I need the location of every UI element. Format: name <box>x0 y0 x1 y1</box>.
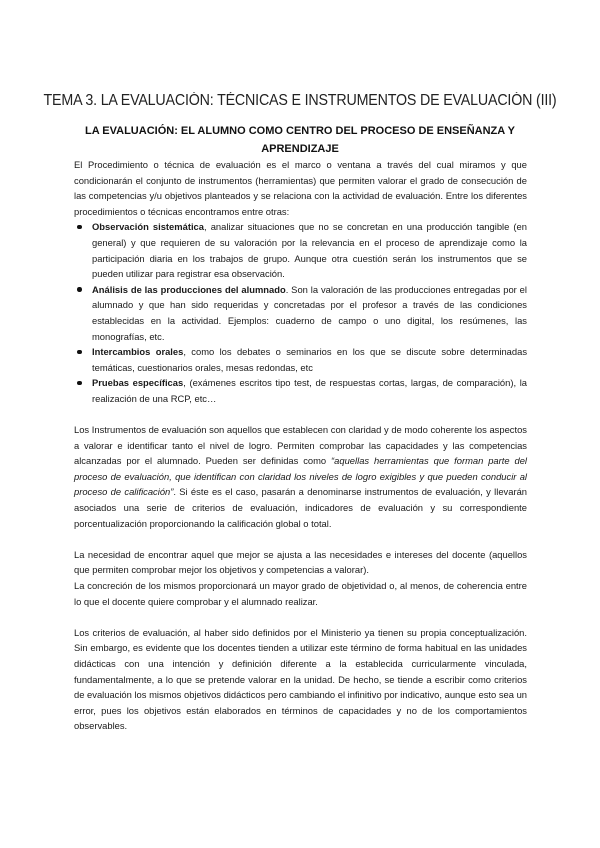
list-item-term: Análisis de las producciones del alumnado <box>92 283 286 295</box>
bullet-icon <box>77 225 82 230</box>
page-title: TEMA 3. LA EVALUACIÓN: TÉCNICAS E INSTRUMENTOS DE EVALUACIÓN (III) <box>43 92 557 109</box>
list-item <box>74 344 527 375</box>
list-item-term: Pruebas específicas <box>92 377 184 389</box>
bullet-icon <box>77 287 82 292</box>
instruments-text-before: Los Instrumentos de evaluación son aquellos que establecen con claridad y de modo coherente los aspectos a valorar e identificar tanto el nivel de logro. Permiten comprobar las capacidades y las competencias alcanzadas por el alumnado. Pueden ser definidas como <box>74 424 527 467</box>
bullet-icon <box>77 350 82 355</box>
instruments-text-after: . Si éste es el caso, pasarán a denominarse instrumentos de evaluación, y llevarán asociados una serie de criterios de evaluación, indicadores de evaluación y su correspondiente porcentualización proporcionando la calificación global o total. <box>74 486 527 529</box>
list-item-text: . Son la valoración de las producciones entregadas por el alumnado y que han sido requeridas y concretadas por el profesor a través de las condiciones establecidas en la actividad. Ejemplos: cuaderno de campo o uno digital, los resúmenes, las monografías, etc. <box>92 283 527 342</box>
bullet-icon <box>77 381 82 386</box>
intro-paragraph: El Procedimiento o técnica de evaluación es el marco o ventana a través del cual miramos y que condicionarán el conjunto de instrumentos (herramientas) que permiten valorar el grado de consecución de las competencias y/u objetivos planteados y se relaciona con la actividad de evaluación. Entre los diferentes procedimientos o técnicas encontramos entre otras: <box>74 159 527 217</box>
concretion-paragraph: La concreción de los mismos proporcionará un mayor grado de objetividad o, al menos, de coherencia entre lo que el docente quiere comprobar y el alumnado realizar. <box>74 580 527 607</box>
list-item <box>74 282 527 344</box>
list-item-term: Intercambios orales <box>92 346 184 358</box>
instruments-quote: “aquellas herramientas que forman parte del proceso de evaluación, que identifican con claridad los niveles de logro exigibles y que pueden conducir al proceso de calificación” <box>74 455 527 498</box>
list-item-text: , (exámenes escritos tipo test, de respuestas cortas, largas, de comparación), la realización de una RCP, etc… <box>92 377 527 404</box>
criteria-paragraph: Los criterios de evaluación, al haber sido definidos por el Ministerio ya tienen su propia conceptualización. Sin embargo, es evidente que los docentes tienden a utilizar este término de forma habitual en las unidades didácticas con una intención y definición diferente a la establecida curricularmente vinculada, fundamentalmente, a lo que se pretende valorar en la unidad. De hecho, se tiende a escribir como criterios de evaluación los mismos objetivos didácticos pero cambiando el infinitivo por indicativo, aunque esto sea un error, pues los objetivos están elaborados en términos de capacidades y no de los comportamientos observables. <box>74 626 527 732</box>
necessity-paragraph: La necesidad de encontrar aquel que mejor se ajusta a las necesidades e intereses del docente (aquellos que permiten comprobar mejor los objetivos y competencias a valorar). <box>74 548 527 576</box>
techniques-list <box>74 219 527 406</box>
list-item <box>74 375 527 406</box>
list-item-term: Observación sistemática <box>92 221 204 233</box>
document-body <box>74 157 527 734</box>
instruments-paragraph <box>74 422 527 531</box>
list-item-text: , como los debates o seminarios en los que se discute sobre determinadas temáticas, cuestionarios orales, mesas redondas, etc <box>92 346 528 373</box>
list-item <box>74 219 527 281</box>
section-heading: LA EVALUACIÓN: EL ALUMNO COMO CENTRO DEL PROCESO DE ENSEÑANZA Y APRENDIZAJE <box>84 125 516 155</box>
list-item-text: , analizar situaciones que no se concretan en una producción tangible (en general) y que requieren de su valoración por la relevancia en el proceso de aprendizaje como la participación diaria en los trabajos de grupo. Aunque otra cuestión serán los instrumentos que se pueden utilizar para registrar esa observación. <box>92 221 527 280</box>
